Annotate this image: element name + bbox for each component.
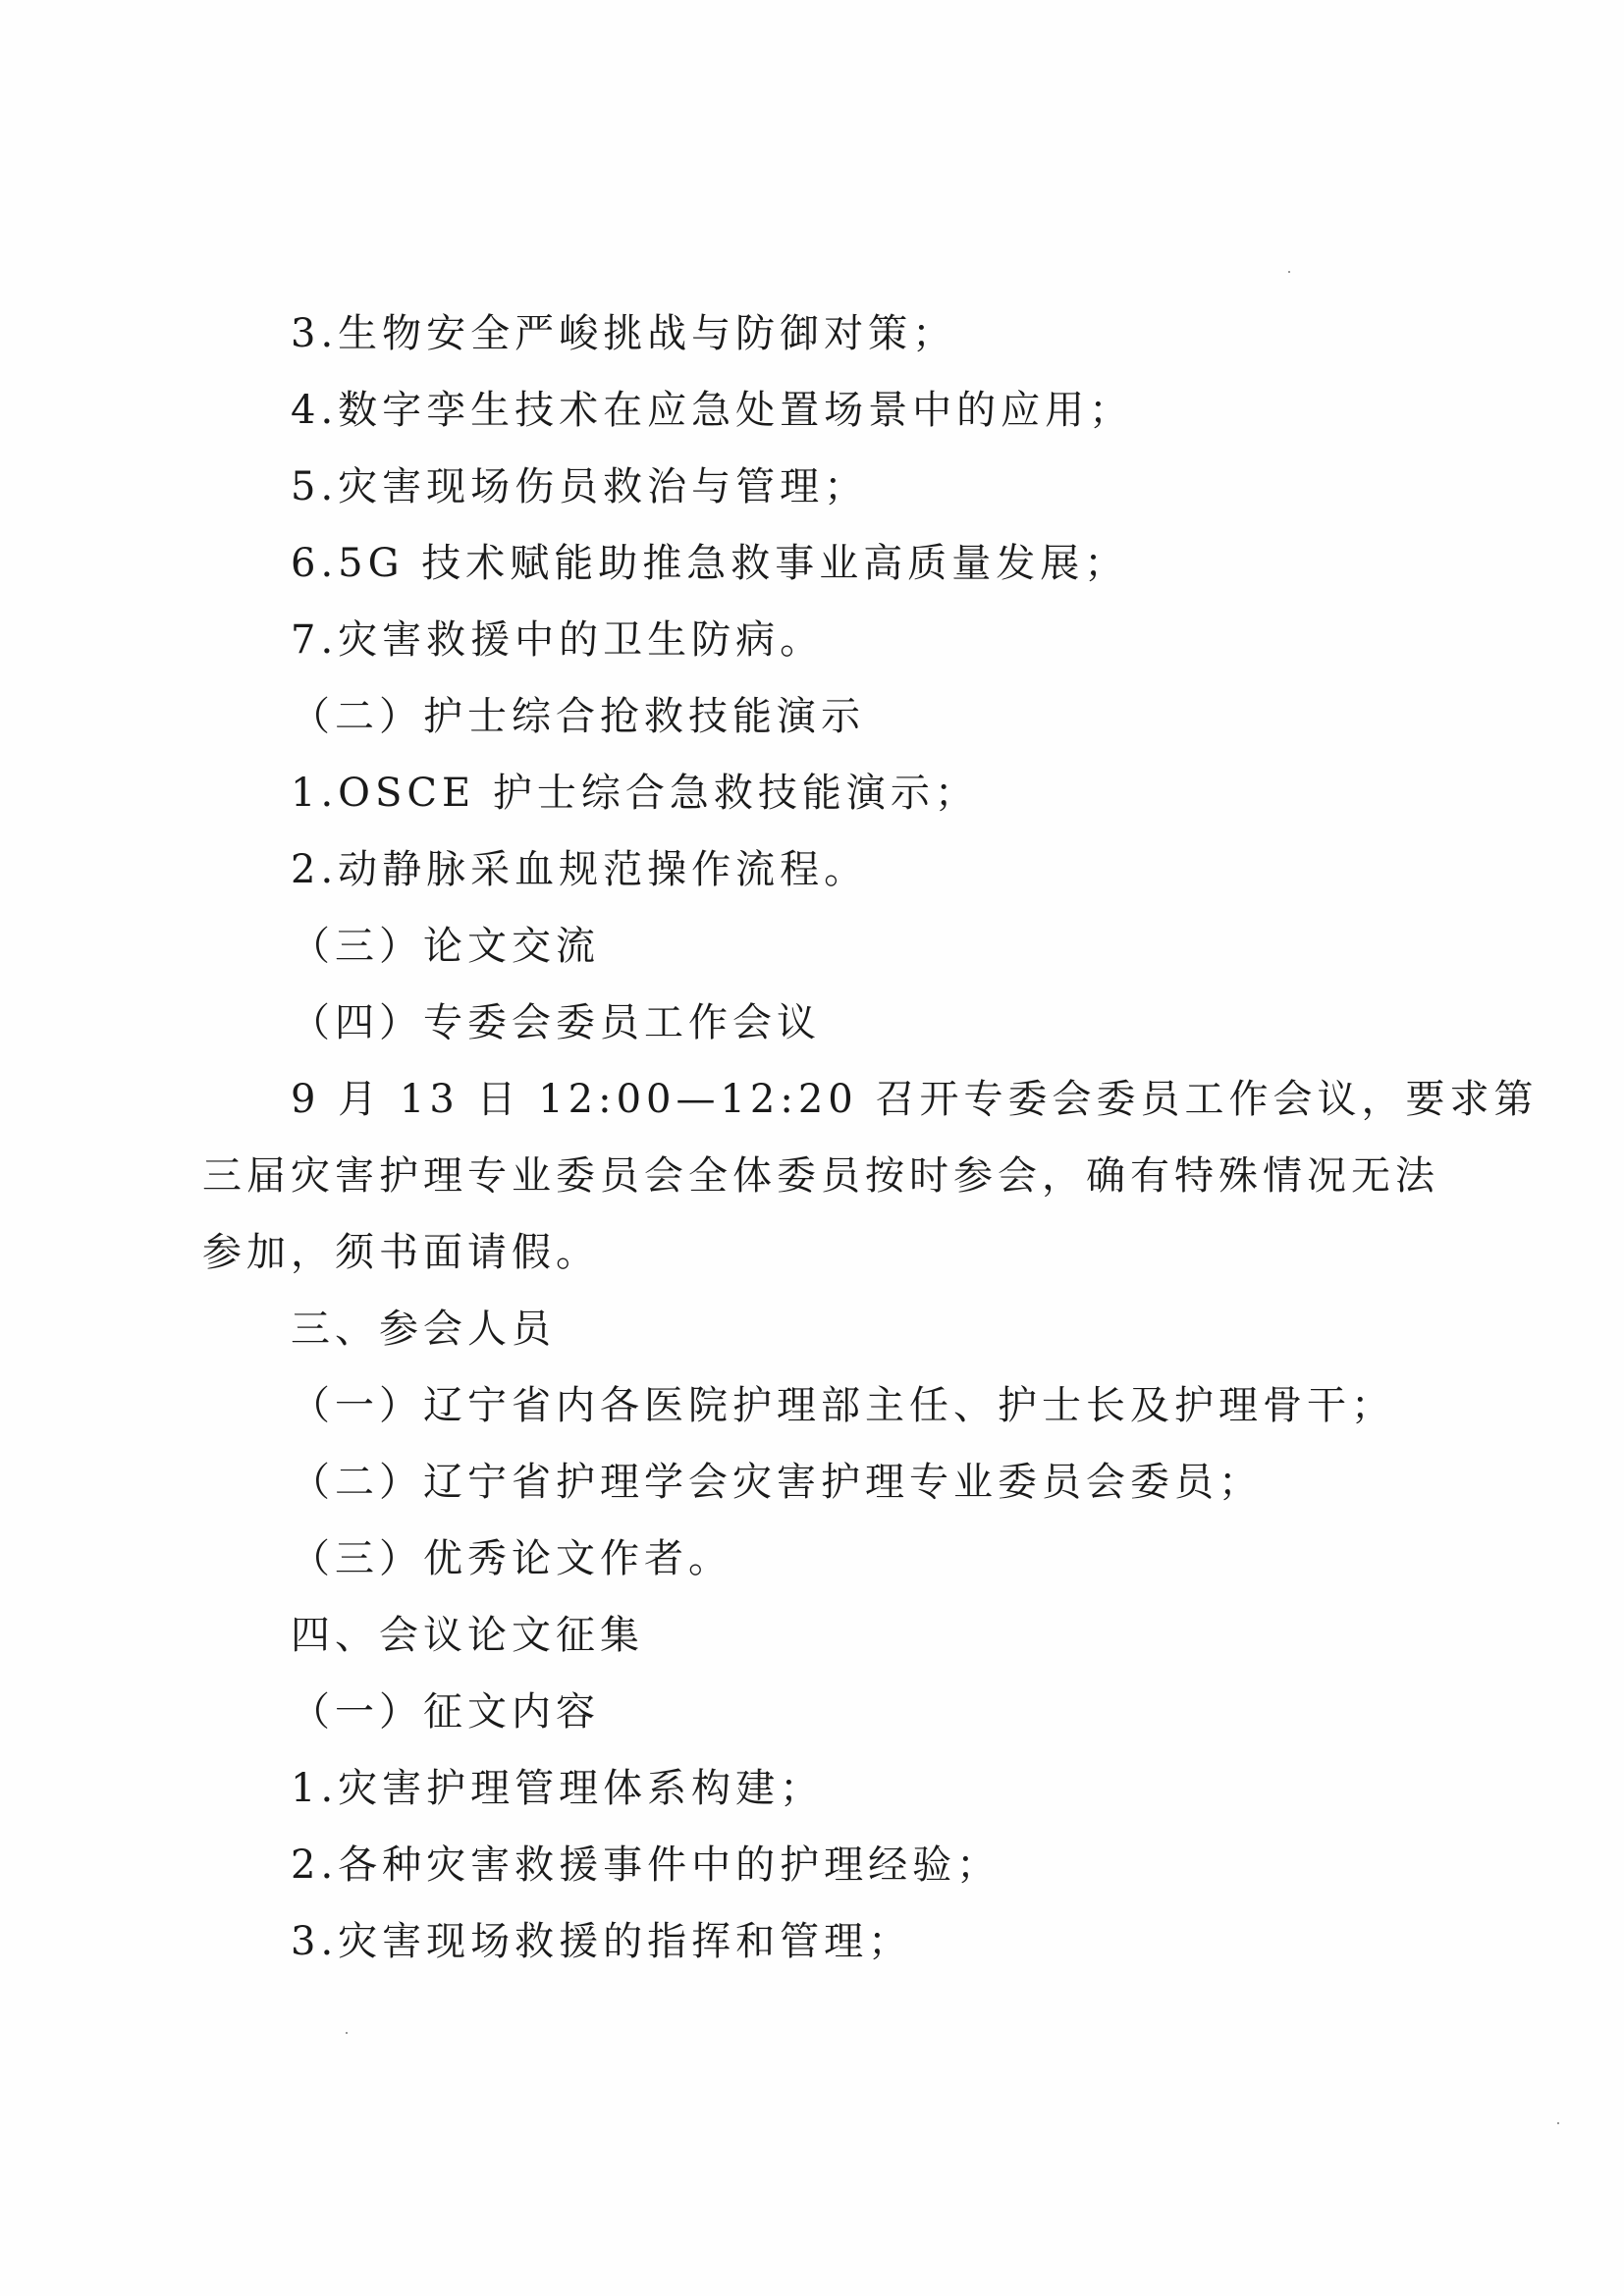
scan-speck — [346, 2032, 348, 2034]
list-item-4: 4.数字孪生技术在应急处置场景中的应用； — [291, 388, 1134, 433]
list-item-osce: 1.OSCE 护士综合急救技能演示； — [291, 771, 979, 816]
subheading-paper-exchange: （三）论文交流 — [291, 924, 600, 969]
scan-speck — [1557, 2122, 1559, 2124]
subheading-committee-meeting: （四）专委会委员工作会议 — [291, 1000, 821, 1045]
list-item-5: 5.灾害现场伤员救治与管理； — [291, 464, 869, 509]
topic-item-3: 3.灾害现场救援的指挥和管理； — [291, 1919, 913, 1964]
list-item-blood-sampling: 2.动静脉采血规范操作流程。 — [291, 847, 869, 892]
paragraph-meeting-line-1: 9 月 13 日 12:00—12:20 召开专委会委员工作会议，要求第 — [291, 1077, 1539, 1122]
paragraph-meeting-line-3: 参加，须书面请假。 — [202, 1230, 600, 1275]
list-item-3: 3.生物安全严峻挑战与防御对策； — [291, 311, 957, 356]
scan-speck — [1288, 271, 1290, 273]
topic-item-1: 1.灾害护理管理体系构建； — [291, 1766, 825, 1811]
subheading-nursing-skills: （二）护士综合抢救技能演示 — [291, 694, 865, 739]
subheading-call-content: （一）征文内容 — [291, 1689, 600, 1735]
paragraph-meeting-line-2: 三届灾害护理专业委员会全体委员按时参会，确有特殊情况无法 — [202, 1153, 1439, 1199]
list-item-7: 7.灾害救援中的卫生防病。 — [291, 617, 825, 663]
attendee-item-1: （一）辽宁省内各医院护理部主任、护士长及护理骨干； — [291, 1383, 1395, 1428]
section-heading-attendees: 三、参会人员 — [291, 1307, 556, 1352]
attendee-item-2: （二）辽宁省护理学会灾害护理专业委员会委员； — [291, 1460, 1263, 1505]
section-heading-paper-collection: 四、会议论文征集 — [291, 1613, 644, 1658]
list-item-6: 6.5G 技术赋能助推急救事业高质量发展； — [291, 541, 1129, 586]
topic-item-2: 2.各种灾害救援事件中的护理经验； — [291, 1842, 1001, 1888]
attendee-item-3: （三）优秀论文作者。 — [291, 1536, 732, 1581]
